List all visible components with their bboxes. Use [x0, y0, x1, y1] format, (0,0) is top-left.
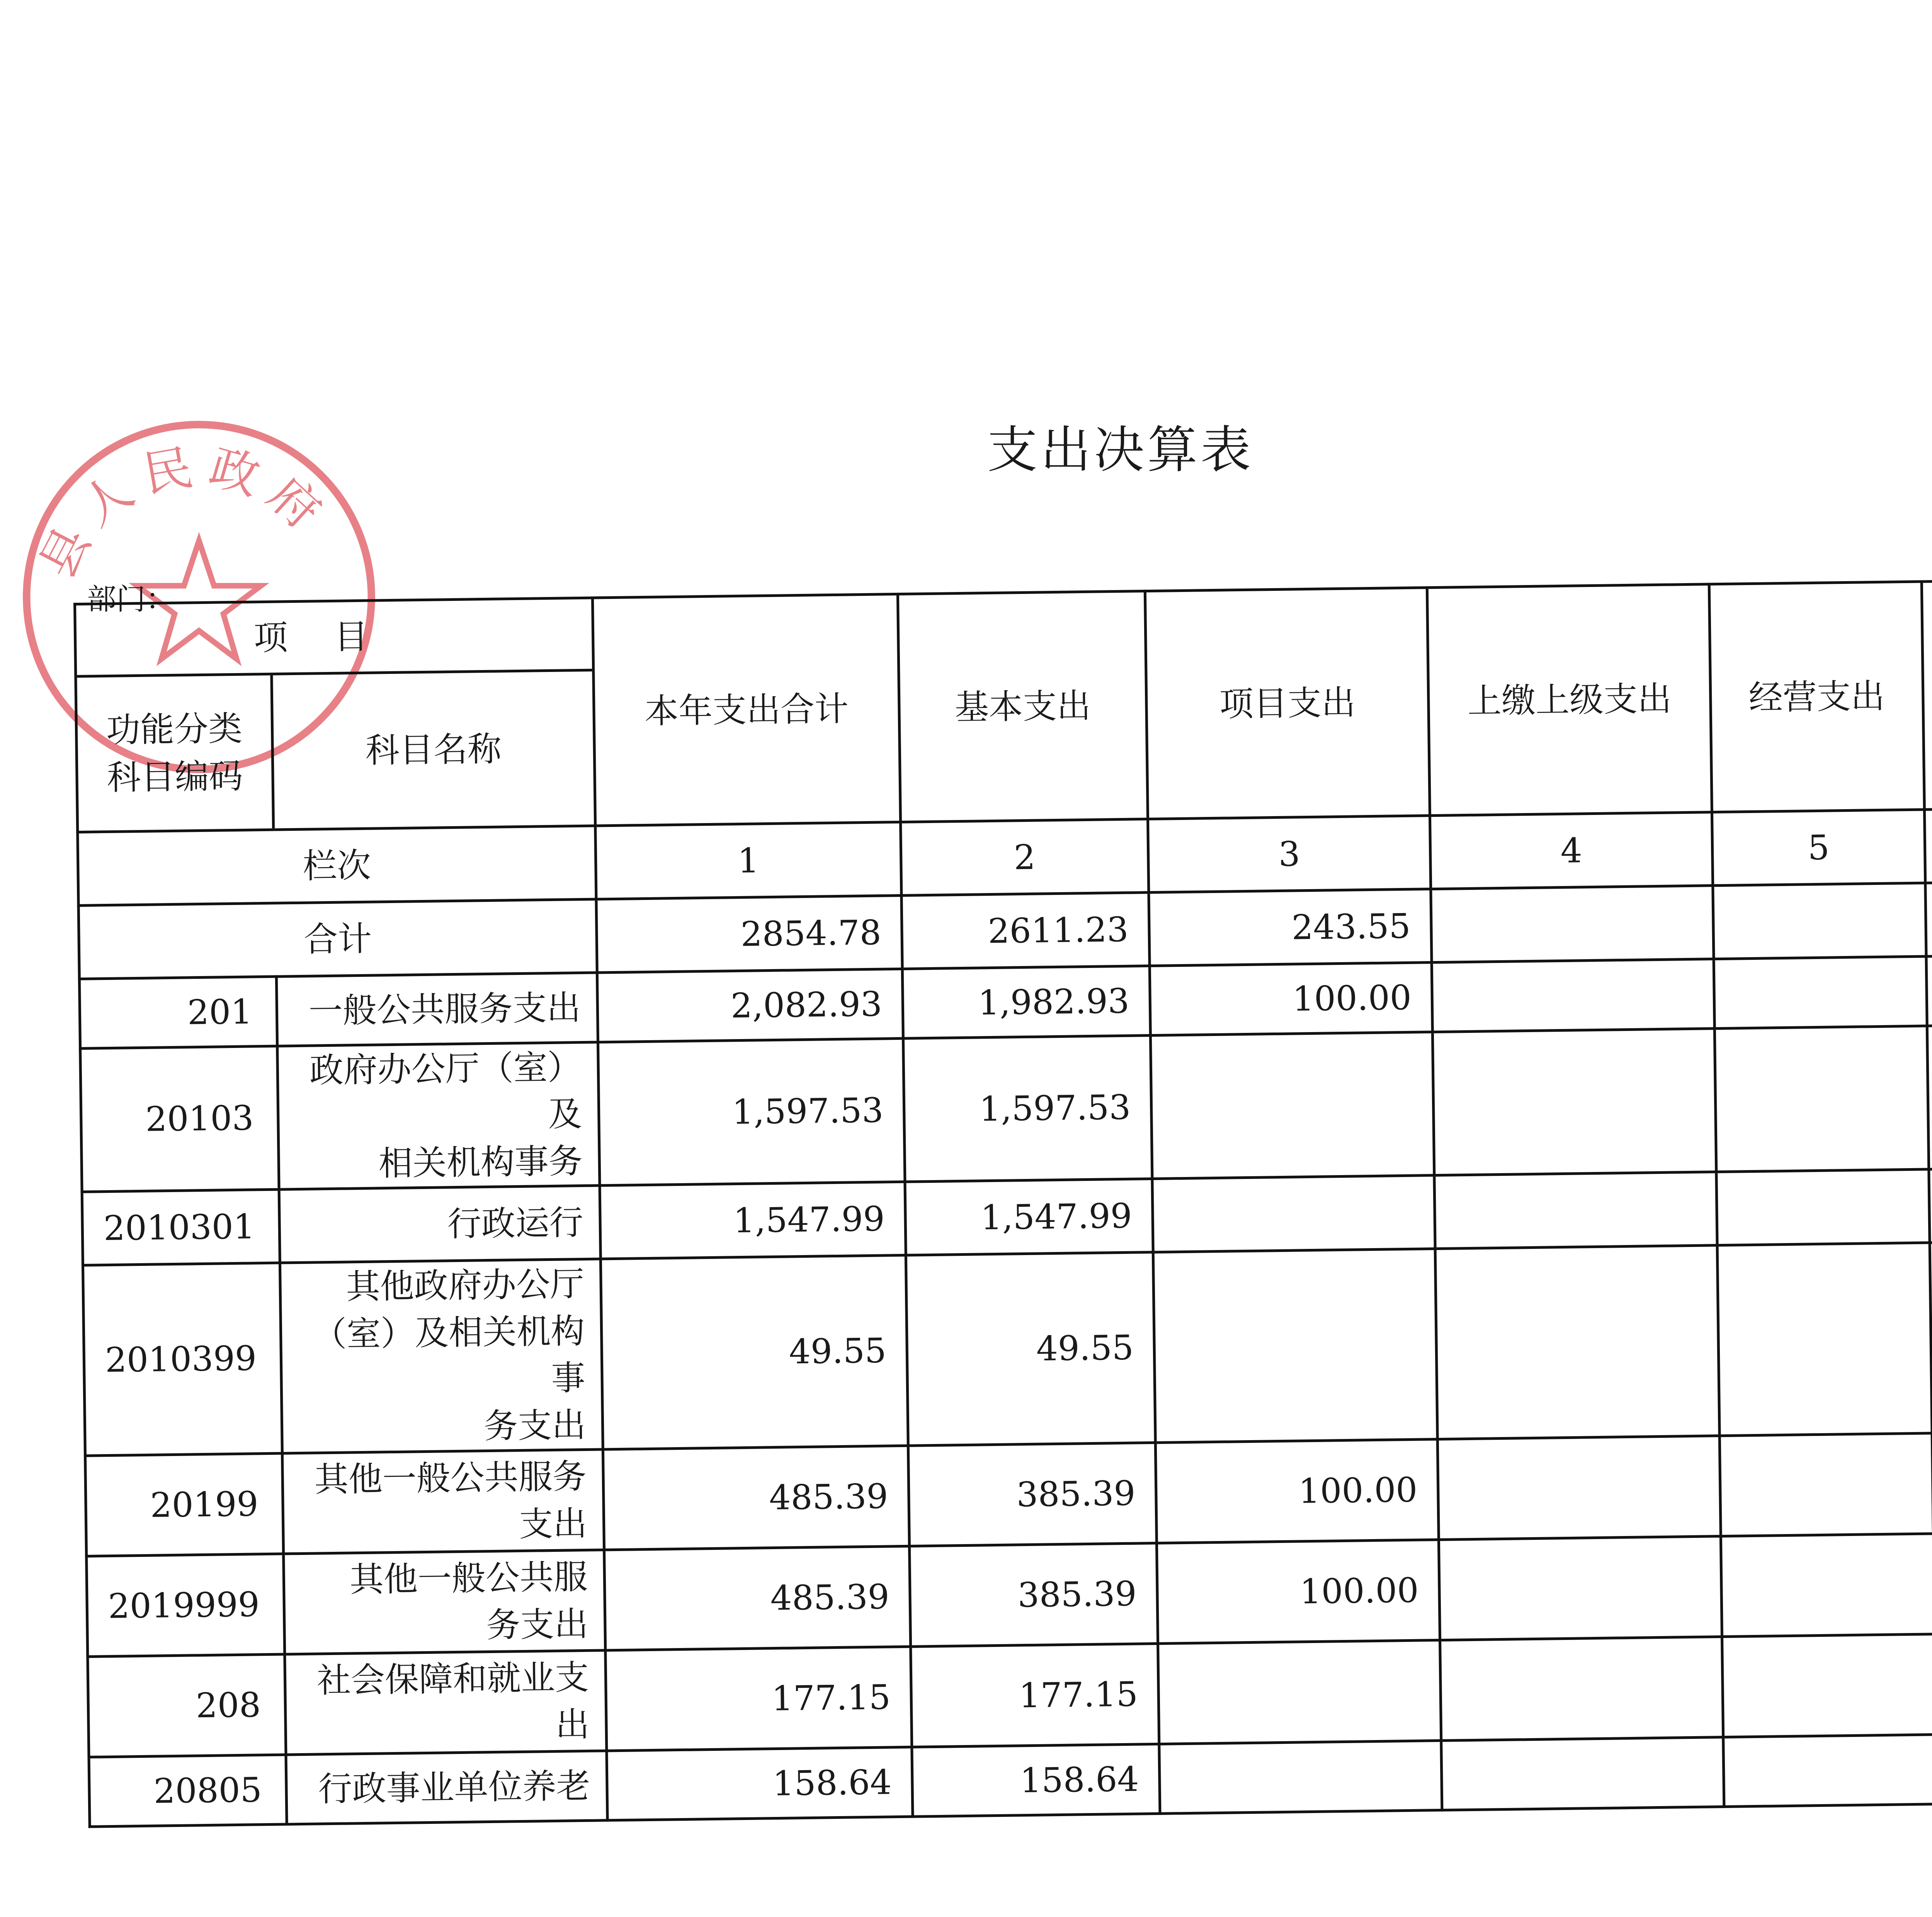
row-col5	[1721, 1534, 1932, 1637]
column-index-5: 5	[1712, 810, 1925, 886]
row-col3	[1159, 1741, 1442, 1814]
row-col1: 177.15	[605, 1647, 912, 1751]
total-col5	[1713, 883, 1926, 959]
total-col4	[1431, 886, 1714, 963]
row-col4	[1441, 1737, 1724, 1810]
row-code: 20199	[85, 1453, 283, 1556]
column-index-3: 3	[1148, 816, 1431, 893]
column-index-2: 2	[901, 819, 1149, 896]
row-col6	[1926, 953, 1932, 1026]
code-column-header: 功能分类 科目编码	[77, 675, 275, 831]
name-column-header: 科目名称	[365, 729, 502, 771]
row-name: 其他政府办公厅 （室）及相关机构事 务支出	[280, 1259, 603, 1453]
row-col2: 158.64	[912, 1744, 1160, 1817]
row-name: 行政运行	[279, 1186, 600, 1263]
row-col5	[1719, 1433, 1932, 1536]
column-index-label: 栏次	[78, 826, 596, 905]
row-col2: 1,547.99	[905, 1179, 1153, 1255]
column-index-1: 1	[595, 822, 901, 899]
row-col5	[1723, 1735, 1932, 1807]
table-row	[80, 1022, 1932, 1192]
row-col4	[1434, 1172, 1717, 1249]
row-col4	[1432, 959, 1714, 1032]
row-name: 一般公共服务支出	[276, 973, 598, 1046]
row-col6	[1929, 1166, 1932, 1243]
row-col1: 485.39	[604, 1546, 911, 1650]
row-col3: 100.00	[1155, 1439, 1439, 1543]
page-title: 支出决算表	[987, 420, 1254, 479]
row-code: 208	[88, 1654, 286, 1757]
row-col4	[1440, 1637, 1723, 1741]
col5-header: 经营支出	[1709, 582, 1924, 812]
row-name: 政府办公厅（室）及 相关机构事务	[277, 1042, 600, 1189]
col2-header: 基本支出	[898, 591, 1148, 822]
row-col1: 1,597.53	[598, 1038, 905, 1186]
department-label: 部门：	[87, 582, 175, 616]
row-col5	[1722, 1634, 1932, 1737]
row-name: 其他一般公共服务 支出	[282, 1449, 604, 1554]
row-col4	[1432, 1029, 1716, 1175]
row-code: 20805	[89, 1755, 287, 1827]
expenditure-table-container	[73, 577, 1932, 1811]
col3-header: 项目支出	[1145, 588, 1430, 819]
total-label: 合计	[78, 899, 597, 979]
row-col3	[1153, 1249, 1437, 1443]
row-code: 2010399	[83, 1263, 282, 1456]
svg-text:县人民政府: 县人民政府	[29, 437, 340, 587]
column-index-6	[1924, 806, 1932, 883]
row-code: 2019999	[87, 1554, 285, 1657]
row-col3: 100.00	[1156, 1540, 1440, 1644]
expenditure-table	[73, 577, 1932, 1828]
total-col2: 2611.23	[901, 893, 1150, 969]
row-col1: 485.39	[603, 1446, 909, 1550]
row-col1: 49.55	[600, 1255, 908, 1449]
column-index-4: 4	[1430, 812, 1713, 889]
row-code: 2010301	[82, 1189, 280, 1265]
row-col2: 385.39	[908, 1443, 1156, 1546]
row-name: 社会保障和就业支 出	[285, 1650, 607, 1755]
total-col6	[1925, 879, 1932, 956]
row-col2: 49.55	[906, 1252, 1155, 1446]
header-row	[75, 578, 1932, 832]
project-header-cell	[75, 598, 595, 832]
row-name: 行政事业单位养老	[286, 1751, 607, 1824]
row-col5	[1714, 1026, 1929, 1172]
col1-header: 本年支出合计	[592, 594, 900, 826]
row-col5	[1716, 1169, 1930, 1245]
row-col2: 1,982.93	[902, 966, 1150, 1039]
row-col3	[1150, 1032, 1434, 1179]
row-col1: 158.64	[607, 1747, 913, 1820]
total-col1: 2854.78	[596, 895, 902, 973]
row-col3: 100.00	[1150, 963, 1432, 1036]
row-col1: 2,082.93	[597, 969, 903, 1042]
row-code: 201	[79, 976, 277, 1048]
total-col3: 243.55	[1149, 889, 1432, 966]
row-col2: 385.39	[909, 1543, 1158, 1647]
row-code: 20103	[80, 1046, 279, 1192]
table-row	[83, 1239, 1932, 1456]
row-col2: 1,597.53	[903, 1036, 1152, 1182]
row-col4	[1437, 1436, 1721, 1540]
row-col2: 177.15	[911, 1643, 1159, 1747]
row-col5	[1714, 956, 1927, 1029]
row-col4	[1439, 1536, 1722, 1640]
row-col1: 1,547.99	[600, 1182, 906, 1259]
row-col3	[1158, 1640, 1441, 1744]
row-name: 其他一般公共服 务支出	[284, 1550, 605, 1654]
project-header: 项目	[253, 616, 415, 658]
row-col5	[1717, 1243, 1932, 1436]
row-col4	[1435, 1245, 1719, 1439]
row-col3	[1152, 1175, 1435, 1252]
col4-header: 上缴上级支出	[1427, 584, 1712, 816]
